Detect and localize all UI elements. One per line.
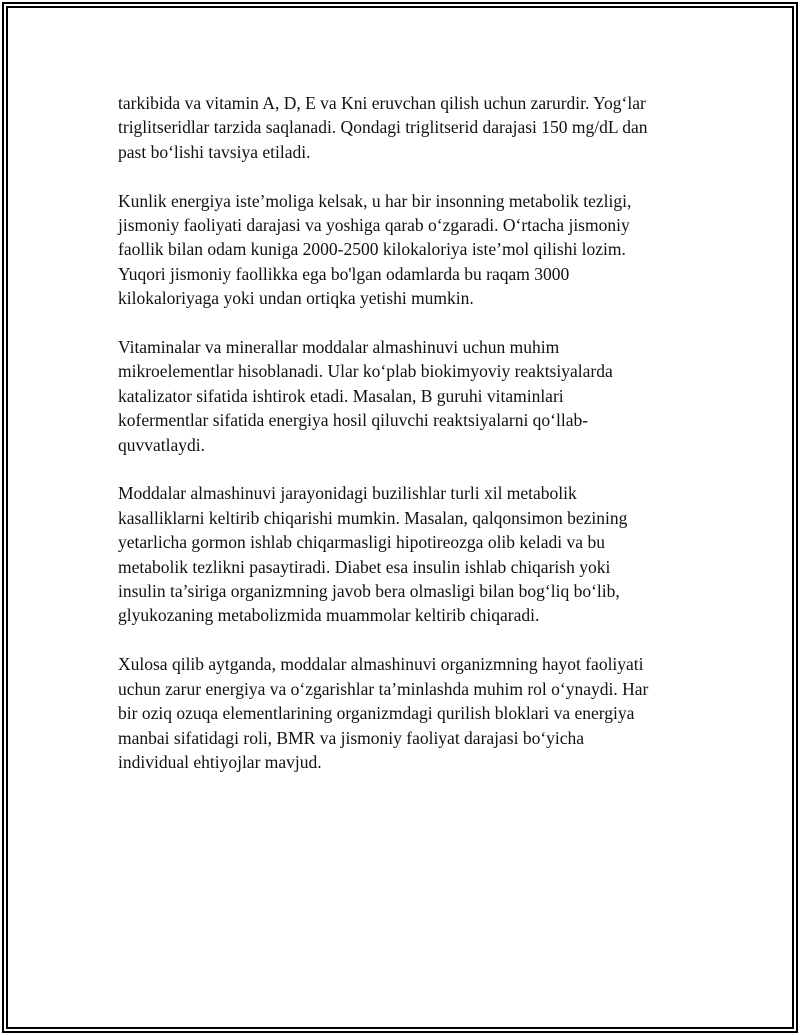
paragraph-conclusion: Xulosa qilib aytganda, moddalar almashinuvi organizmning hayot faoliyati uchun zarur energiya va o‘zgarishlar ta’minlashda muhim rol o‘ynaydi. Har bir oziq ozuqa elementlarining organizmdagi qurilish bloklari va energiya manbai sifatidagi roli, BMR va jismoniy faoliyat darajasi bo‘yicha individual ehtiyojlar mavjud. [118, 654, 649, 772]
paragraph-vitamins-minerals: Vitaminalar va minerallar moddalar almashinuvi uchun muhim mikroelementlar hisoblanadi. Ular ko‘plab biokimyoviy reaktsiyalarda katalizator sifatida ishtirok etadi. Masalan, B guruhi vitaminlari kofermentlar sifatida energiya hosil qiluvchi reaktsiyalarni qo‘llab- quvvatlaydi. [118, 337, 613, 455]
paragraph-metabolic-disorders: Moddalar almashinuvi jarayonidagi buzilishlar turli xil metabolik kasalliklarni keltirib chiqarishi mumkin. Masalan, qalqonsimon bezining yetarlicha gormon ishlab chiqarmasligi hipotireozga olib keladi va bu metabolik tezlikni pasaytiradi. Diabet esa insulin ishlab chiqarish yoki insulin ta’siriga organizmning javob bera olmasligi bilan bog‘liq bo‘lib, glyukozaning metabolizmida muammolar keltirib chiqaradi. [118, 483, 628, 626]
paragraph-energy-intake: Kunlik energiya iste’moliga kelsak, u har bir insonning metabolik tezligi, jismoniy faoliyati darajasi va yoshiga qarab o‘zgaradi. O‘rtacha jismoniy faollik bilan odam kuniga 2000-2500 kilokaloriya iste’mol qilishi lozim. Yuqori jismoniy faollikka ega bo'lgan odamlarda bu raqam 3000 kilokaloriyaga yoki undan ortiqka yetishi mumkin. [118, 190, 632, 309]
paragraph-fats: tarkibida va vitamin A, D, E va Kni eruvchan qilish uchun zarurdir. Yog‘lar triglitseridlar tarzida saqlanadi. Qondagi triglitserid darajasi 150 mg/dL dan past bo‘lishi tavsiya etiladi. [118, 93, 648, 162]
document-body [118, 91, 678, 799]
